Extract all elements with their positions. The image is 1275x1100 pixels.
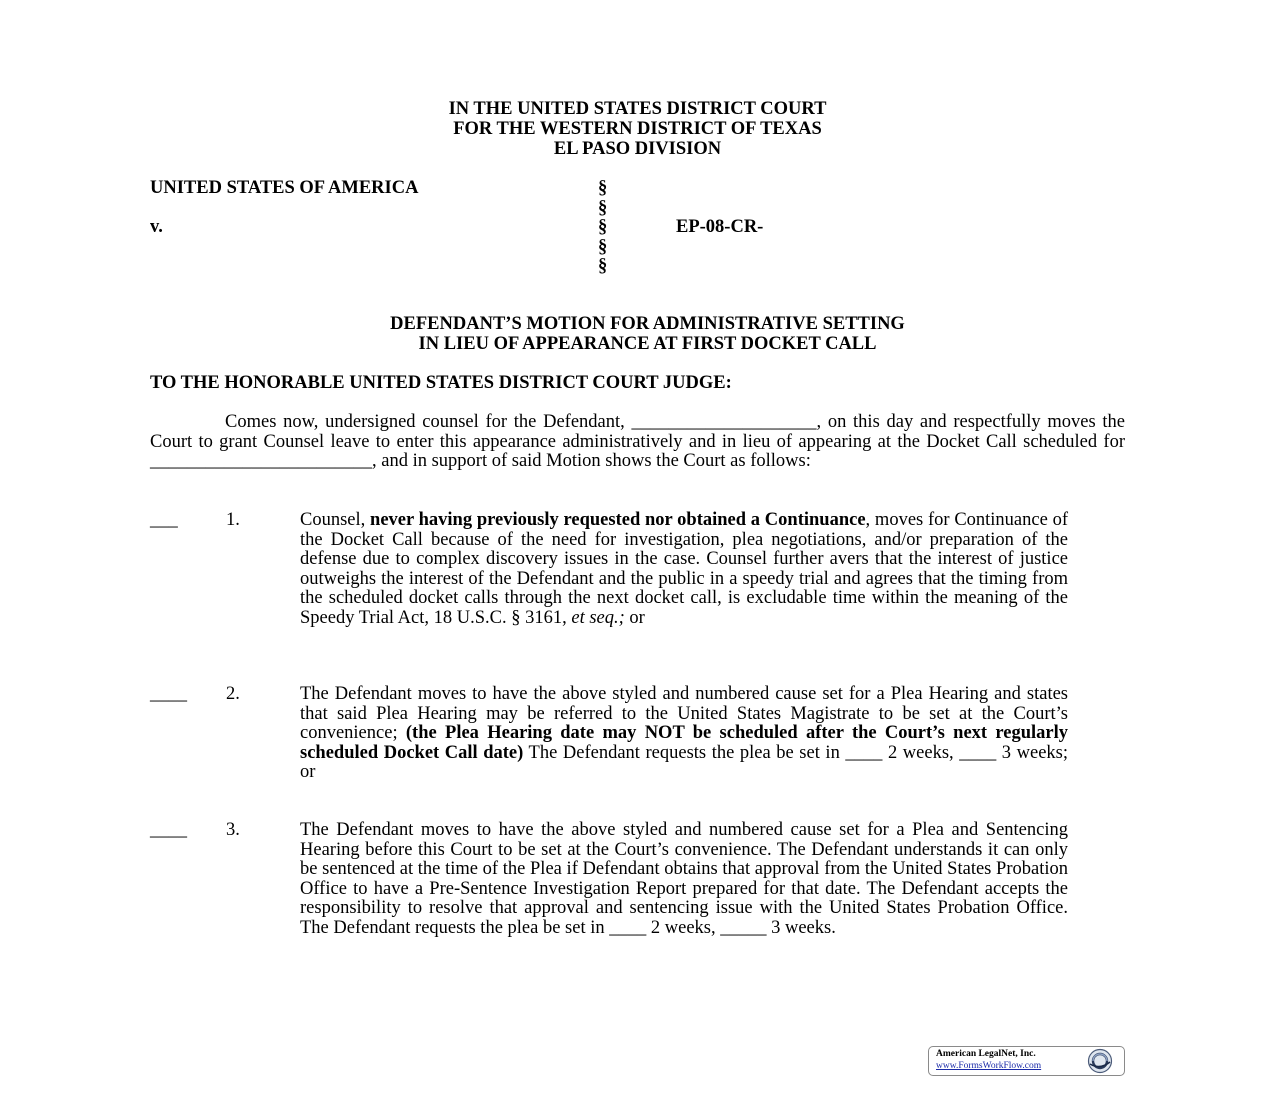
- section-symbol: §: [598, 198, 608, 218]
- item-1-italic: et seq.;: [571, 607, 625, 628]
- court-header-line2: FOR THE WESTERN DISTRICT OF TEXAS: [453, 119, 822, 139]
- logo-url-link[interactable]: www.FormsWorkFlow.com: [936, 1061, 1042, 1071]
- court-header-line1: IN THE UNITED STATES DISTRICT COURT: [448, 99, 827, 119]
- logo-company-name: American LegalNet, Inc.: [936, 1049, 1036, 1059]
- item-1-tail: or: [624, 607, 645, 628]
- item-1-text: [300, 511, 1068, 629]
- section-symbol: §: [598, 217, 608, 237]
- section-symbol: §: [598, 256, 608, 276]
- case-number: EP-08-CR-: [676, 217, 764, 237]
- item-1-number: 1.: [226, 510, 240, 530]
- item-2-text: [300, 685, 1068, 783]
- motion-title-line1: DEFENDANT’S MOTION FOR ADMINISTRATIVE SETTING: [390, 314, 905, 334]
- motion-title-line2: IN LIEU OF APPEARANCE AT FIRST DOCKET CALL: [418, 334, 877, 354]
- section-symbol: §: [598, 237, 608, 257]
- item-2-bold: (the Plea Hearing date may NOT be scheduled after the Court’s next regularly scheduled Docket Call date): [300, 723, 1068, 763]
- intro-paragraph: [150, 413, 1125, 472]
- salutation: TO THE HONORABLE UNITED STATES DISTRICT COURT JUDGE:: [150, 373, 732, 393]
- item-3-checkbox-blank[interactable]: ____: [150, 820, 187, 840]
- versus-label: v.: [150, 217, 163, 237]
- item-1-body: , moves for Continuance of the Docket Call because of the need for investigation, plea negotiations, and/or preparation of the defense due to complex discovery issues in the case. Counsel further avers that the interest of justice outweighs the interest of the Defendant and the public in a speedy trial and agrees that the timing from the scheduled docket calls through the next docket call, is excludable time within the meaning of the Speedy Trial Act, 18 U.S.C. § 3161,: [300, 510, 1068, 628]
- item-3-text: [300, 821, 1068, 939]
- globe-icon: [1087, 1048, 1113, 1074]
- american-legalnet-logo[interactable]: [928, 1046, 1125, 1076]
- section-symbol: §: [598, 178, 608, 198]
- item-1-bold: never having previously requested nor obtained a Continuance: [370, 510, 866, 530]
- item-1-checkbox-blank[interactable]: ___: [150, 510, 178, 530]
- intro-paragraph-text: Comes now, undersigned counsel for the Defendant, ____________________, on this day and respectfully moves the Court to grant Counsel leave to enter this appearance administratively and in lieu of appearing at the Docket Call scheduled for ________________________, and in support of said Motion shows the Court as follows:: [150, 412, 1125, 472]
- item-3-body: The Defendant moves to have the above styled and numbered cause set for a Plea and Sentencing Hearing before this Court to be set at the Court’s convenience. The Defendant understands it can only be sentenced at the time of the Plea if Defendant obtains that approval from the United States Probation Office to have a Pre-Sentence Investigation Report prepared for that date. The Defendant accepts the responsibility to resolve that approval and sentencing issue with the United States Probation Office. The Defendant requests the plea be set in ____ 2 weeks, _____ 3 weeks.: [300, 820, 1068, 938]
- item-1-lead: Counsel,: [300, 510, 371, 530]
- item-2-number: 2.: [226, 684, 240, 704]
- court-header-line3: EL PASO DIVISION: [553, 139, 722, 159]
- item-2-body: The Defendant moves to have the above styled and numbered cause set for a Plea Hearing and states that said Plea Hearing may be referred to the United States Magistrate to be set at the Court’s convenience;: [300, 684, 1068, 744]
- item-2-checkbox-blank[interactable]: ____: [150, 684, 187, 704]
- plaintiff-name: UNITED STATES OF AMERICA: [150, 178, 419, 198]
- item-2-tail: The Defendant requests the plea be set in ____ 2 weeks, ____ 3 weeks; or: [300, 742, 1069, 783]
- item-3-number: 3.: [226, 820, 240, 840]
